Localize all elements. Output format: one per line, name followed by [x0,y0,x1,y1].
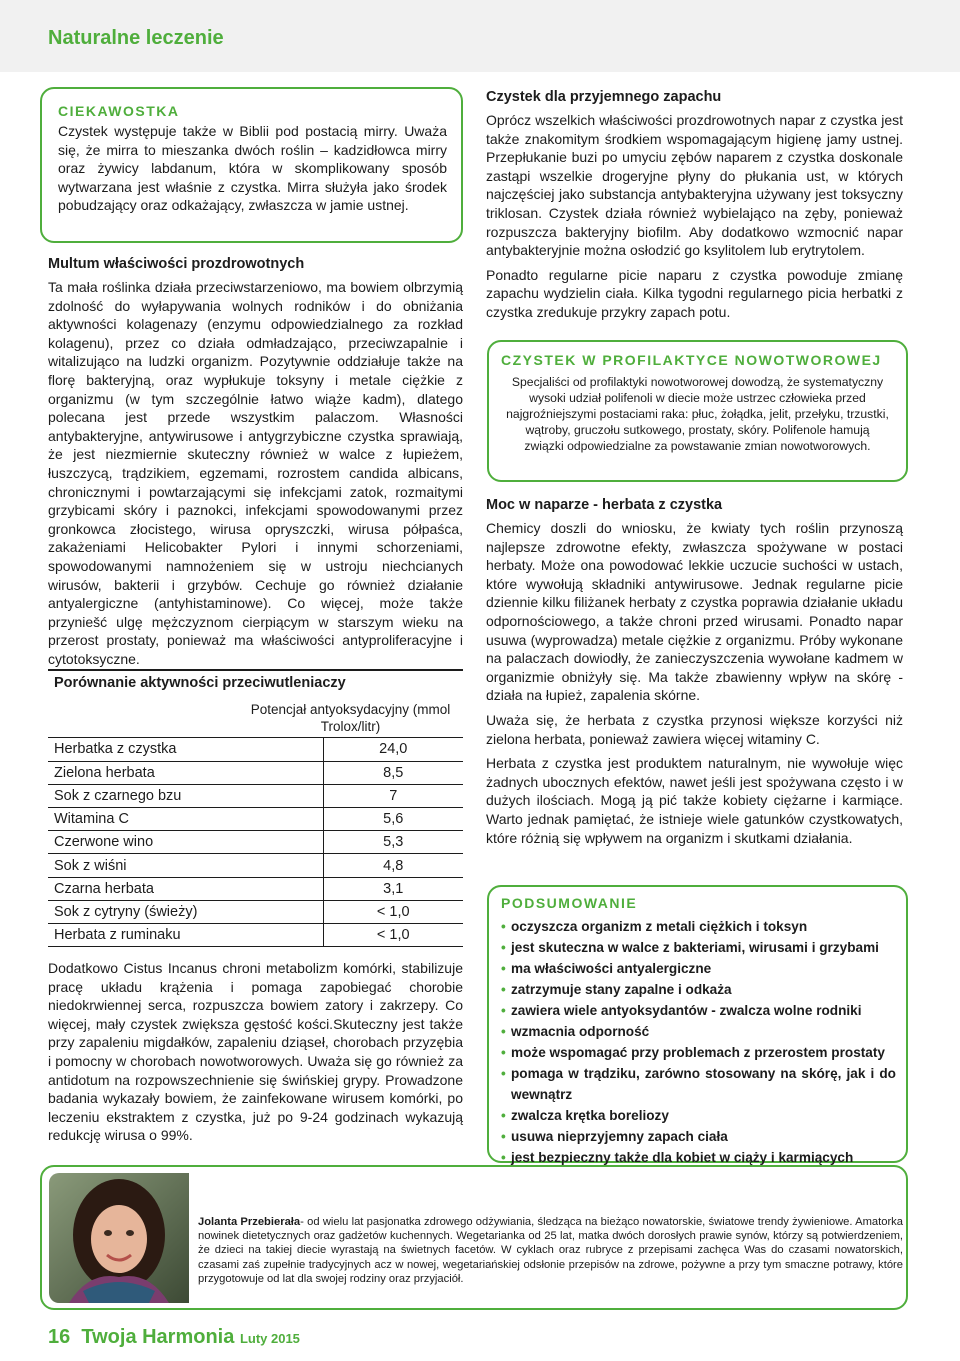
podsumowanie-item: • jest skuteczna w walce z bakteriami, wirusami i grzybami [501,937,896,958]
podsumowanie-item: • pomaga w trądziku, zarówno stosowany na skórę, jak i do wewnątrz [501,1063,896,1105]
table-cell-name: Herbata z ruminaku [48,924,323,947]
profilaktyka-title: CZYSTEK W PROFILAKTYCE NOWOTWOROWEJ [501,352,882,368]
table-row [48,831,463,854]
table-row [48,808,463,831]
podsumowanie-item: • ma właściwości antyalergiczne [501,958,896,979]
table-body [48,738,463,947]
author-photo [49,1173,189,1303]
page-footer [48,1326,300,1349]
podsumowanie-item: • usuwa nieprzyjemny zapach ciała [501,1126,896,1147]
podsumowanie-title: PODSUMOWANIE [501,895,638,911]
moc-heading: Moc w naparze - herbata z czystka [486,497,723,513]
podsumowanie-list [501,916,896,1168]
table-cell-value: 4,8 [323,854,463,877]
podsumowanie-item: • oczyszcza organizm z metali ciężkich i toksyn [501,916,896,937]
podsumowanie-item: • może wspomagać przy problemach z przerostem prostaty [501,1042,896,1063]
podsumowanie-item: • zatrzymuje stany zapalne i odkaża [501,979,896,1000]
left-body: Ta mała roślinka działa przeciwstarzeniowo, ma bowiem olbrzymią zdolność do wyłapywania wolnych rodników i do obniżania aktywności kolagenazy (enzymu odpowiedzialnego za rozkład kolagenu), przez co działa odmładzająco, przeciwzapalnie i witalizująco na ludzki organizm. Pozytywnie oddziałuje także na florę bakteryjną, oraz wypłukuje toksyny i metale ciężkie z organizmu (w tym szczególnie łatwo wiąże kadm), dlatego polecana jest przede wszystkim palaczom. Własności antybakteryjne, antywirusowe i antygrzybiczne czystka sprawiają, że jest niezmiernie skuteczny również w walce z łupieżem, łuszczycą, trądzikiem, egzemami, rozrostem candida albicans, chronicznymi i powtarzającymi się infekcjami zatok, rozmaitymi grzybicami skóry i paznokci, infekcjami spowodowanymi przez gronkowca złocistego, wirusa opryszczki, wirusa półpaśca, zakażeniami Helicobakter Pylori i innymi schorzeniami, spowodowanymi namnożeniem się w ustroju niechcianych wirusów, bakterii i grzybów. Cechuje go również działanie antyalergiczne (antyhistaminowe). Co więcej, może także przyniešć ulgę mężczyznom cierpiącym w starszym wieku na przerost prostaty, ponieważ ma właściwości antyproliferacyjne i cytotoksyczne. [48,279,463,667]
podsumowanie-box [487,885,908,1163]
header-bar [0,0,960,72]
author-bio-text: - od wielu lat pasjonatka zdrowego odżywiania, śledząca na bieżąco nowatorskie, światowe trendy żywieniowe. Amatorka nowinek dietetycznych oraz gadżetów kuchennych. Wegetarianka od 25 lat, matka dwóch dorosłych prawie synów, którzy są potwierdzeniem, że dzieci na takiej diecie wyrastają na świetnych facetów. W cyklach oraz rubryce z przepisami zachęca Was do czasami nowatorskich, czasami zaś zupełnie tradycyjnych acz w nowej, wegetariańskiej odsłonie przepisów na zdrowe, pożywne a przy tym smaczne potrawy, które przygotowuje od lat dla swojej rodziny oraz przyjaciół. [198,1216,903,1285]
table-row [48,784,463,807]
table-cell-value: 5,6 [323,808,463,831]
author-portrait-image [49,1173,189,1303]
author-name: Jolanta Przebierała [198,1216,301,1228]
profilaktyka-box [487,340,908,482]
issue-date: Luty 2015 [239,1331,300,1346]
moc-paragraph-2: Uważa się, że herbata z czystka przynosi większe korzyści niż zielona herbata, ponieważ zawiera więcej witaminy C. [486,711,903,747]
table-cell-value: < 1,0 [323,900,463,923]
table-cell-value: 3,1 [323,877,463,900]
table-cell-value: < 1,0 [323,924,463,947]
table-cell-name: Sok z cytryny (świeży) [48,900,323,923]
table-cell-value: 5,3 [323,831,463,854]
comparison-table [48,669,463,947]
page-number: 16 [48,1326,71,1348]
left-heading: Multum właściwości prozdrowotnych [48,256,305,272]
author-bio [198,1215,903,1286]
table-cell-value: 8,5 [323,761,463,784]
magazine-name: Twoja Harmonia [81,1326,235,1348]
table-row [48,900,463,923]
podsumowanie-item: • zawiera wiele antyoksydantów - zwalcza wolne rodniki [501,1000,896,1021]
table-row [48,854,463,877]
right-column [486,89,903,322]
table-header: Potencjał antyoksydacyjny (mmol Trolox/litr) [48,695,463,738]
table-row [48,877,463,900]
table-cell-name: Herbatka z czystka [48,738,323,761]
table-row [48,761,463,784]
ciekawostka-box [40,87,463,243]
zapach-paragraph-2: Ponadto regularne picie naparu z czystka powoduje zmianę zapachu wydzielin ciała. Kilka tygodni regularnego picia herbatki z czystka zredukuje przykry zapach potu. [486,266,903,320]
podsumowanie-item: • wzmacnia odporność [501,1021,896,1042]
table-row [48,924,463,947]
profilaktyka-text: Specjaliści od profilaktyki nowotworowej dowodzą, że systematyczny wysoki udział polifenoli w diecie może ustrzec człowieka przed najgroźniejszymi postaciami raka: płuc, żołądka, jelit, przełyku, trzustki, wątroby, gruczołu sutkowego, prostaty, skóry. Polifenole hamują związki odpowiedzialne za powstawanie zmian nowotworowych. [506,375,889,453]
table-cell-name: Czarna herbata [48,877,323,900]
ciekawostka-text: Czystek występuje także w Biblii pod postacią mirry. Uważa się, że mirra to mieszanka dwóch roślin – kadzidłowca mirry oraz żywicy labdanum, która w skomplikowany sposób wytwarzana jest właśnie z czystka. Mirra służyła jako środek pobudzający oraz odkażający, zwłaszcza w jamie ustnej. [58,123,447,213]
ciekawostka-title: CIEKAWOSTKA [58,103,180,119]
moc-section [486,497,903,847]
table-caption: Porównanie aktywności przeciwutleniaczy [48,669,463,695]
table-cell-name: Sok z wiśni [48,854,323,877]
table-cell-name: Witamina C [48,808,323,831]
moc-paragraph-3: Herbata z czystka jest produktem naturalnym, nie wywołuje więc żadnych ubocznych efektów, nawet jeśli jest spożywana często i w dużych ilościach. Mogą ją pić także kobiety ciężarne i karmiące. Warto jednak pamiętać, że istnieje wiele gatunków czystkowatych, które różnią się wpływem na organizm i skutkami działania. [486,755,903,846]
cistus-text: Dodatkowo Cistus Incanus chroni metabolizm komórki, stabilizuje pracę układu krążenia i pomaga zapobiegać chorobie niedokrwiennej serca, rozpuszcza bowiem zatory i zakrzepy. Co więcej, mały czystek zwiększa gęstość kości.Skuteczny jest także przy zapaleniu migdałków, zapaleniu dziąseł, chorobach przyzębia i pomocny w chorobach nowotworowych. Uważa się go również za antidotum na rozpowszechnienie się świńskiej grypy. Prowadzone badania wykazały bowiem, że zainfekowane wirusem komórki, po leczeniu ekstraktem z czystka, już po 9-24 godzinach wykazują redukcję wirusa o 99%. [48,960,463,1144]
table-cell-name: Zielona herbata [48,761,323,784]
table-cell-name: Sok z czarnego bzu [48,784,323,807]
podsumowanie-item: • zwalcza krętka boreliozy [501,1105,896,1126]
podsumowanie-item: • jest bezpieczny także dla kobiet w ciąży i karmiących [501,1147,896,1168]
left-column [48,256,463,668]
table-cell-value: 24,0 [323,738,463,761]
table-cell-name: Czerwone wino [48,831,323,854]
zapach-paragraph-1: Oprócz wszelkich właściwości prozdrowotnych napar z czystka jest także znakomitym środkiem wspomagającym higienę jamy ustnej. Przepłukanie buzi po umyciu zębów naparem z czystka doskonale zastąpi wszelkie drogeryjne płyny do płukania ust, w których najczęściej jako substancja antybakteryjna używany jest toksyczny triklosan. Czystek działa również wybielająco na zęby, ponieważ rozpuszcza bakteryjny biofilm. Aby dodatkowo wzmocnić napar antybakteryjnie można osłodzić go ksylitolem lub erytrytolem. [486,112,903,259]
author-box [40,1165,908,1310]
moc-paragraph-1: Chemicy doszli do wniosku, że kwiaty tych roślin przynoszą najlepsze zdrowotne efekty, zwłaszcza spożywane w postaci herbaty. Może ona powodować lekkie uczucie suchości w ustach, które wywołują składniki antywirusowe. Jednak regularne picie dziennie kilku filiżanek herbaty z czystka poprawia działanie układu odpornościowego, a także chroni przed wirusami. Ponadto napar usuwa (wyprowadza) metale ciężkie z organizmu. Próby wykonane na palaczach dowiodły, że zanieczyszczenia wywołane kadmem w organizmie obniżyły się. Ma także zbawienny wpływ na skórę - działa na łupież, zapalenia skórne. [486,520,903,704]
zapach-heading: Czystek dla przyjemnego zapachu [486,89,722,105]
section-title: Naturalne leczenie [48,27,224,49]
table-cell-value: 7 [323,784,463,807]
table-row [48,738,463,761]
